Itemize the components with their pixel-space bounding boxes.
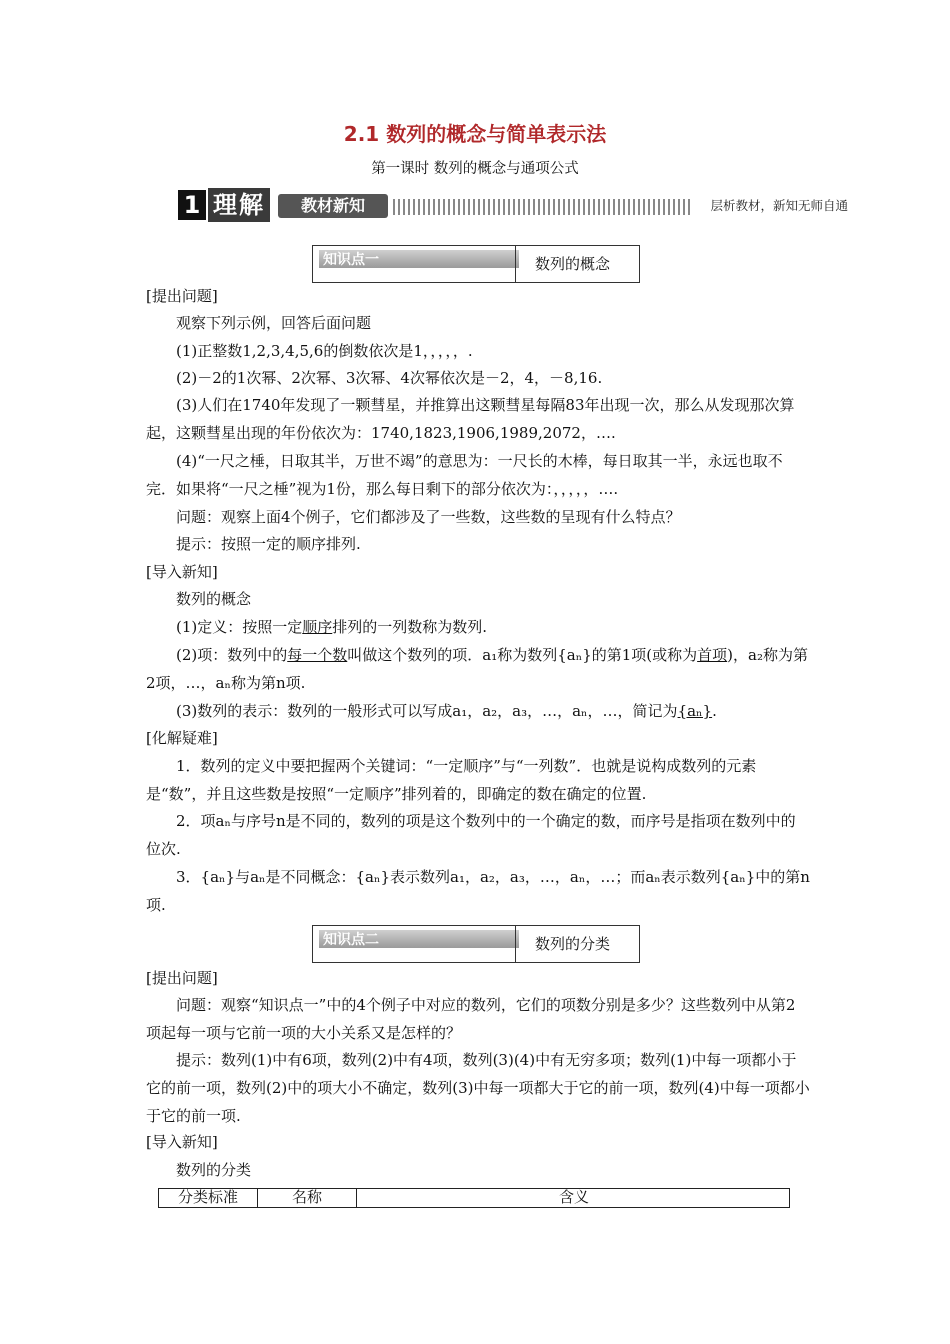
page-subtitle: 第一课时 数列的概念与通项公式 [371, 161, 579, 177]
paragraph: 3．{aₙ}与aₙ是不同概念：{aₙ}表示数列a₁，a₂，a₃，…，aₙ，…；而aₙ表示数列{aₙ}中的第n项. [146, 868, 810, 914]
paragraph: (3)人们在1740年发现了一颗彗星，并推算出这颗彗星每隔83年出现一次，那么从发现那次算起，这颗彗星出现的年份依次为：1740,1823,1906,1989,2072，…. [146, 396, 795, 442]
fill-answer: 每一个数 [287, 646, 348, 664]
page-title: 2.1 数列的概念与简单表示法 [343, 122, 607, 146]
knowledge-point-1 [312, 245, 640, 283]
paragraph: (2)－2的1次幂、2次幂、3次幂、4次幂依次是－2，4，－8,16. [176, 369, 603, 387]
banner-tagline: 层析教材，新知无师自通 [710, 198, 848, 213]
paragraph [146, 697, 810, 725]
banner-number: 1 [178, 190, 206, 220]
text: )，a₂称为第2项，…，aₙ称为第n项. [146, 646, 808, 692]
banner-stripes [393, 199, 693, 215]
text: . [712, 702, 717, 720]
knowledge-label-bg [319, 250, 519, 268]
paragraph: 提示：按照一定的顺序排列. [176, 535, 361, 553]
paragraph: (4)“一尺之棰，日取其半，万世不竭”的意思为：一尺长的木棒，每日取其一半，永远也取不完．如果将“一尺之棰”视为1份，那么每日剩下的部分依次为：，，，，，…. [146, 452, 783, 498]
fill-answer: 首项 [697, 646, 728, 664]
paragraph: [提出问题] [146, 287, 218, 305]
paragraph: 1．数列的定义中要把握两个关键词：“一定顺序”与“一列数”．也就是说构成数列的元素是“数”，并且这些数是按照“一定顺序”排列着的，即确定的数在确定的位置. [146, 757, 757, 803]
divider [515, 246, 516, 282]
paragraph: 提示：数列(1)中有6项，数列(2)中有4项，数列(3)(4)中有无穷多项；数列(1)中每一项都小于它的前一项，数列(2)中的项大小不确定，数列(3)中每一项都大于它的前一项，数列(4)中每一项都小于它的前一项. [146, 1051, 810, 1125]
paragraph: [提出问题] [146, 969, 218, 987]
knowledge-label-bg [319, 930, 519, 948]
fill-answer: {aₙ} [677, 702, 713, 720]
table-header-standard: 分类标准 [159, 1189, 258, 1207]
text: 叫做这个数列的项．a₁称为数列{aₙ}的第1项(或称为 [347, 646, 698, 664]
text: (3)数列的表示：数列的一般形式可以写成a₁，a₂，a₃，…，aₙ，…，简记为 [176, 702, 678, 720]
paragraph: 问题：观察上面4个例子，它们都涉及了一些数，这些数的呈现有什么特点？ [176, 508, 681, 526]
knowledge-label: 知识点二 [323, 932, 379, 948]
knowledge-point-2 [312, 925, 640, 963]
paragraph: 数列的分类 [176, 1161, 252, 1179]
section-banner [178, 186, 848, 226]
paragraph [146, 613, 810, 641]
paragraph: 观察下列示例，回答后面问题 [176, 314, 372, 332]
classification-table [158, 1188, 790, 1208]
knowledge-name: 数列的分类 [535, 935, 611, 953]
text: (2)项：数列中的 [176, 646, 288, 664]
paragraph: (1)正整数1,2,3,4,5,6的倒数依次是1，，，，，. [176, 342, 473, 360]
fill-answer: 顺序 [302, 618, 333, 636]
divider [515, 926, 516, 962]
paragraph: 问题：观察“知识点一”中的4个例子中对应的数列，它们的项数分别是多少？这些数列中从第2项起每一项与它前一项的大小关系又是怎样的？ [146, 996, 796, 1042]
text: 排列的一列数称为数列. [332, 618, 488, 636]
paragraph: [导入新知] [146, 1133, 218, 1151]
paragraph: 数列的概念 [176, 590, 252, 608]
paragraph [146, 641, 810, 697]
table-header-name: 名称 [258, 1189, 357, 1207]
paragraph: [导入新知] [146, 563, 218, 581]
knowledge-name: 数列的概念 [535, 255, 611, 273]
banner-word2: 教材新知 [278, 194, 388, 218]
table-header-meaning: 含义 [558, 1188, 589, 1206]
knowledge-label: 知识点一 [323, 252, 379, 268]
paragraph: 2．项aₙ与序号n是不同的，数列的项是这个数列中的一个确定的数，而序号是指项在数列中的位次. [146, 812, 796, 858]
banner-word: 理解 [208, 188, 270, 222]
text: (1)定义：按照一定 [176, 618, 303, 636]
paragraph: [化解疑难] [146, 729, 218, 747]
